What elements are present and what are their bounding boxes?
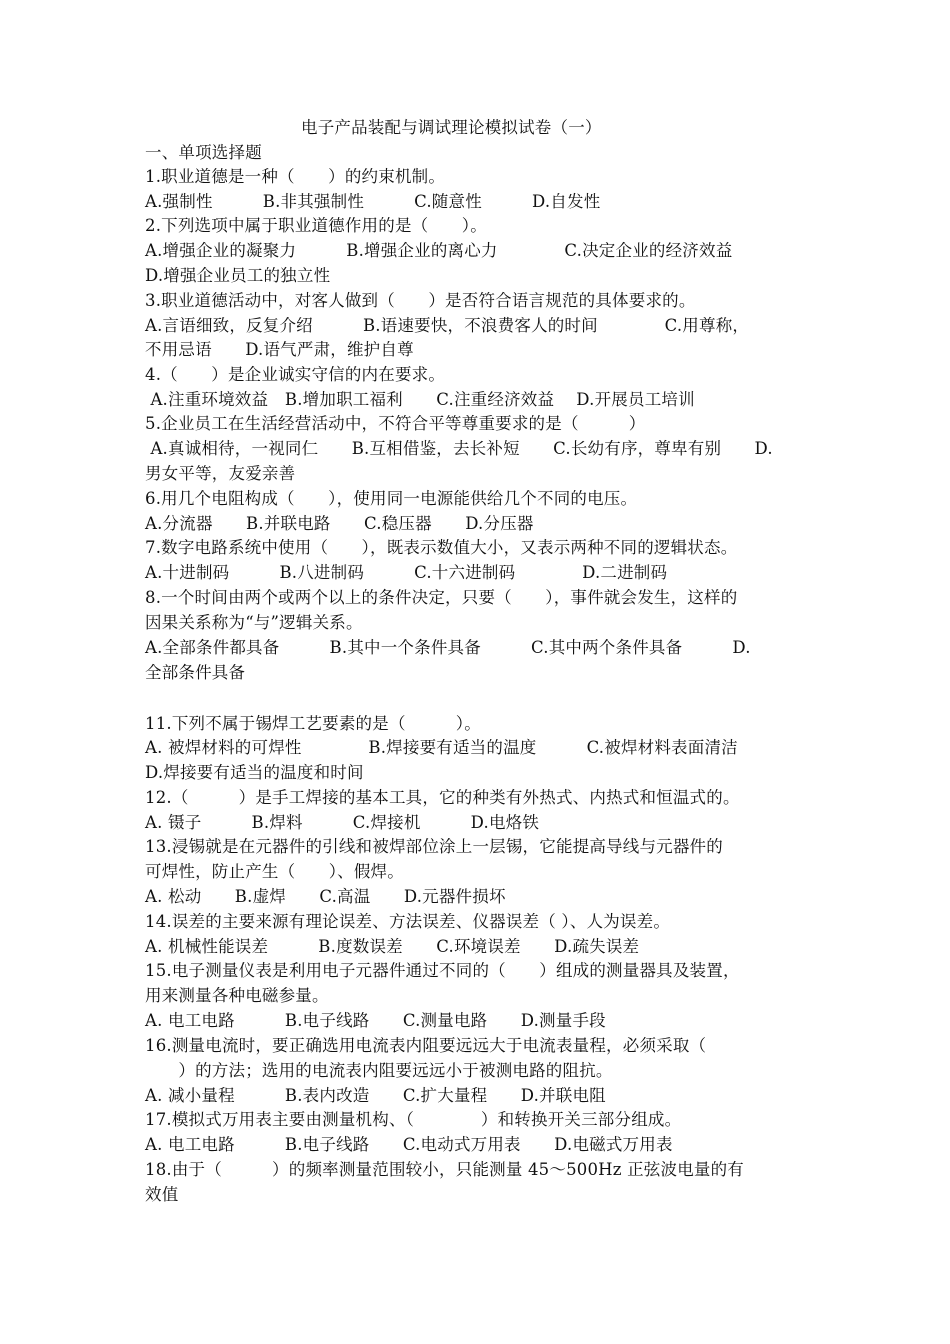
- options-line: A. 电工电路 B.电子线路 C.测量电路 D.测量手段: [145, 1011, 606, 1030]
- options-line: 全部条件具备: [145, 663, 246, 682]
- options-line: D.焊接要有适当的温度和时间: [145, 763, 364, 782]
- question-line: 1.职业道德是一种（ ）的约束机制。: [145, 167, 446, 186]
- question-line: 用来测量各种电磁参量。: [145, 986, 329, 1005]
- options-line: D.增强企业员工的独立性: [145, 266, 331, 285]
- question-line: 5.企业员工在生活经营活动中，不符合平等尊重要求的是（ ）: [145, 414, 646, 433]
- question-line: 11.下列不属于锡焊工艺要素的是（ ）。: [145, 714, 481, 733]
- page-title: 电子产品装配与调试理论模拟试卷（一）: [301, 118, 602, 137]
- question-line: 17.模拟式万用表主要由测量机构、（ ）和转换开关三部分组成。: [145, 1110, 682, 1129]
- question-line: ）的方法；选用的电流表内阻要远远小于被测电路的阻抗。: [145, 1061, 613, 1080]
- question-line: 6.用几个电阻构成（ ），使用同一电源能供给几个不同的电压。: [145, 489, 638, 508]
- question-line: 16.测量电流时，要正确选用电流表内阻要远远大于电流表量程，必须采取（: [145, 1036, 707, 1055]
- question-line: 8.一个时间由两个或两个以上的条件决定，只要（ ），事件就会发生，这样的: [145, 588, 738, 607]
- options-line: 不用忌语 D.语气严肃，维护自尊: [145, 340, 414, 359]
- question-line: 14.误差的主要来源有理论误差、方法误差、仪器误差（ ）、人为误差。: [145, 912, 671, 931]
- question-line: 12.（ ）是手工焊接的基本工具，它的种类有外热式、内热式和恒温式的。: [145, 788, 740, 807]
- options-line: A. 减小量程 B.表内改造 C.扩大量程 D.并联电阻: [145, 1086, 606, 1105]
- question-line: 因果关系称为“与”逻辑关系。: [145, 613, 363, 632]
- options-line: A.增强企业的凝聚力 B.增强企业的离心力 C.决定企业的经济效益: [145, 241, 733, 260]
- options-line: 男女平等，友爱亲善: [145, 464, 296, 483]
- question-line: 可焊性，防止产生（ ）、假焊。: [145, 862, 404, 881]
- options-line: A.分流器 B.并联电路 C.稳压器 D.分压器: [145, 514, 534, 533]
- question-line: 2.下列选项中属于职业道德作用的是（ ）。: [145, 216, 487, 235]
- section-heading: 一、单项选择题: [145, 143, 262, 162]
- options-line: A. 被焊材料的可焊性 B.焊接要有适当的温度 C.被焊材料表面清洁: [145, 738, 738, 757]
- question-line: 3.职业道德活动中，对客人做到（ ）是否符合语言规范的具体要求的。: [145, 291, 696, 310]
- question-line: 13.浸锡就是在元器件的引线和被焊部位涂上一层锡，它能提高导线与元器件的: [145, 837, 723, 856]
- question-line: 18.由于（ ）的频率测量范围较小，只能测量 45～500Hz 正弦波电量的有: [145, 1160, 745, 1179]
- options-line: A. 松动 B.虚焊 C.高温 D.元器件损坏: [145, 887, 506, 906]
- options-line: A.言语细致，反复介绍 B.语速要快，不浪费客人的时间 C.用尊称，: [145, 316, 750, 335]
- options-line: A.十进制码 B.八进制码 C.十六进制码 D.二进制码: [145, 563, 668, 582]
- options-line: A. 镊子 B.焊料 C.焊接机 D.电烙铁: [145, 813, 540, 832]
- question-line: 7.数字电路系统中使用（ ），既表示数值大小，又表示两种不同的逻辑状态。: [145, 538, 738, 557]
- question-line: 15.电子测量仪表是利用电子元器件通过不同的（ ）组成的测量器具及装置，: [145, 961, 740, 980]
- options-line: A.全部条件都具备 B.其中一个条件具备 C.其中两个条件具备 D.: [145, 638, 751, 657]
- options-line: A.注重环境效益 B.增加职工福利 C.注重经济效益 D.开展员工培训: [145, 390, 695, 409]
- options-line: A. 电工电路 B.电子线路 C.电动式万用表 D.电磁式万用表: [145, 1135, 673, 1154]
- options-line: A. 机械性能误差 B.度数误差 C.环境误差 D.疏失误差: [145, 937, 640, 956]
- question-line: 4.（ ）是企业诚实守信的内在要求。: [145, 365, 446, 384]
- question-line: 效值: [145, 1185, 179, 1204]
- options-line: A.强制性 B.非其强制性 C.随意性 D.自发性: [145, 192, 601, 211]
- options-line: A.真诚相待，一视同仁 B.互相借鉴，去长补短 C.长幼有序，尊卑有别 D.: [145, 439, 773, 458]
